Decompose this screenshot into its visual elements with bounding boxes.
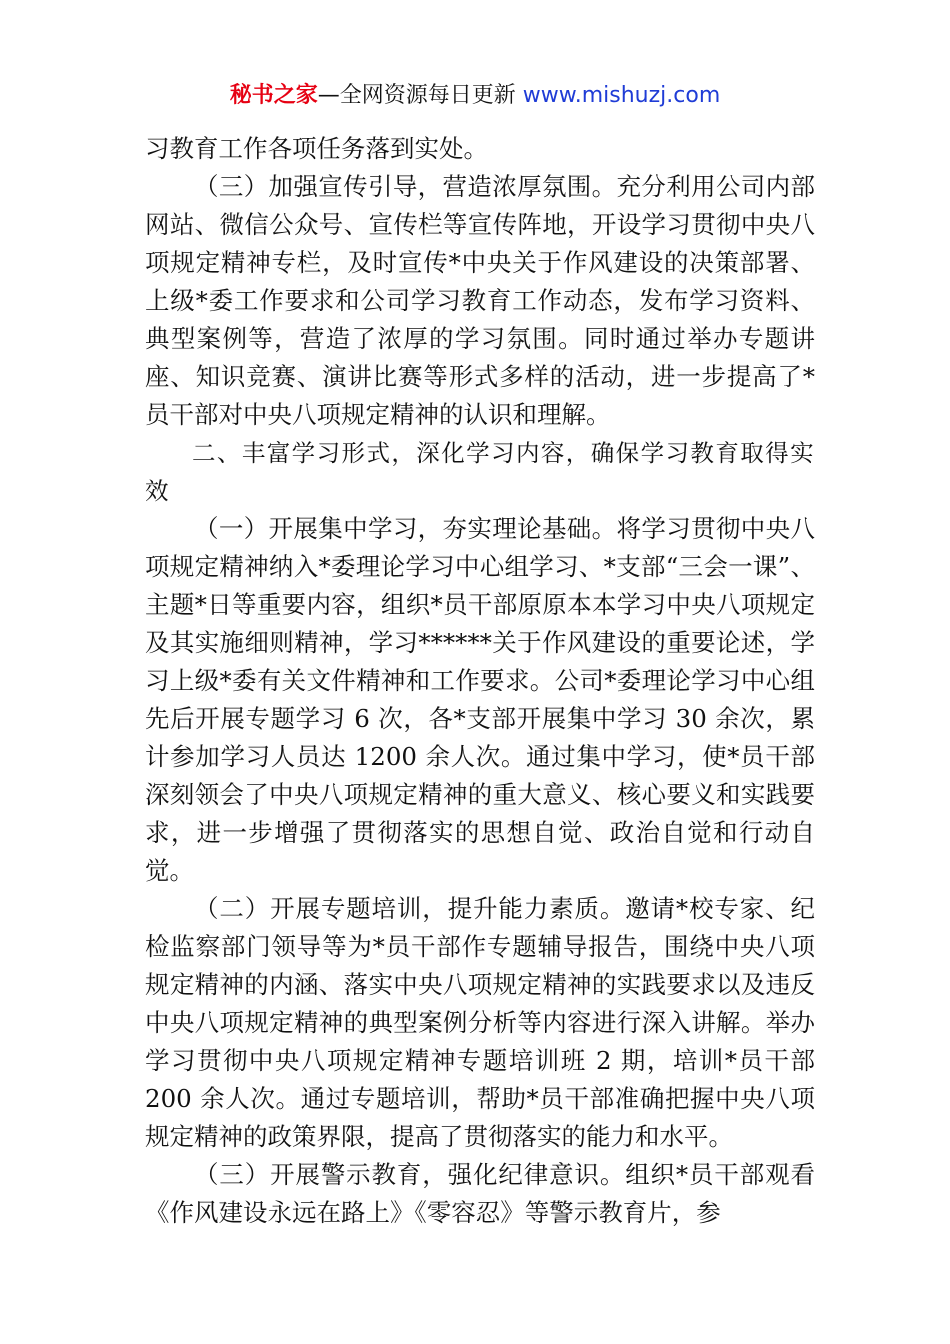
header-tagline: 全网资源每日更新	[339, 83, 516, 108]
paragraph-warning-education: （三）开展警示教育，强化纪律意识。组织*员干部观看《作风建设永远在路上》《零容忍》等警示教育片，参	[145, 1160, 815, 1227]
paragraph-special-training: （二）开展专题培训，提升能力素质。邀请*校专家、纪检监察部门领导等为*员干部作专题辅导报告，围绕中央八项规定精神的内涵、落实中央八项规定精神的实践要求以及违反中央八项规定精神的典型案例分析等内容进行深入讲解。举办学习贯彻中央八项规定精神专题培训班 2 期，培训*员干部 200 余人次。通过专题培训，帮助*员干部准确把握中央八项规定精神的政策界限，提高了贯彻落实的能力和水平。	[145, 894, 815, 1151]
site-url-link[interactable]: www.mishuzj.com	[522, 83, 721, 108]
section-heading: 二、丰富学习形式，深化学习内容，确保学习教育取得实效	[145, 439, 815, 505]
document-body	[145, 130, 815, 1232]
paragraph-concentrated-study: （一）开展集中学习，夯实理论基础。将学习贯彻中央八项规定精神纳入*委理论学习中心组学习、*支部“三会一课”、主题*日等重要内容，组织*员干部原原本本学习中央八项规定及其实施细则精神，学习******关于作风建设的重要论述，学习上级*委有关文件精神和工作要求。公司*委理论学习中心组先后开展专题学习 6 次，各*支部开展集中学习 30 余次，累计参加学习人员达 1200 余人次。通过集中学习，使*员干部深刻领会了中央八项规定精神的重大意义、核心要义和实践要求，进一步增强了贯彻落实的思想自觉、政治自觉和行动自觉。	[145, 514, 815, 885]
site-brand: 秘书之家	[229, 83, 318, 108]
paragraph-publicity: （三）加强宣传引导，营造浓厚氛围。充分利用公司内部网站、微信公众号、宣传栏等宣传阵地，开设学习贯彻中央八项规定精神专栏，及时宣传*中央关于作风建设的决策部署、上级*委工作要求和公司学习教育工作动态，发布学习资料、典型案例等，营造了浓厚的学习氛围。同时通过举办专题讲座、知识竞赛、演讲比赛等形式多样的活动，进一步提高了*员干部对中央八项规定精神的认识和理解。	[145, 172, 815, 429]
paragraph-continuation: 习教育工作各项任务落到实处。	[145, 134, 488, 163]
page-header	[0, 80, 950, 112]
header-separator: —	[317, 83, 340, 108]
